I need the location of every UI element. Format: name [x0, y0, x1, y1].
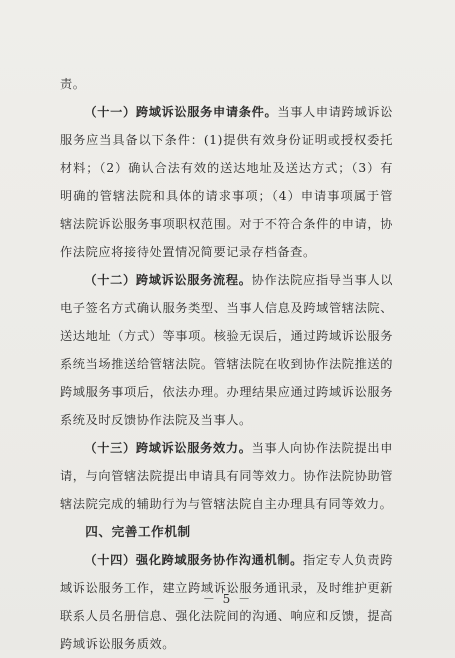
paragraph-14-text: 指定专人负责跨域诉讼服务工作，建立跨域诉讼服务通讯录，及时维护更新联系人员名册信息、强化法院间的沟通、响应和反馈，提高跨域诉讼服务质效。	[60, 553, 394, 651]
paragraph-11-lead: （十一）跨域诉讼服务申请条件。	[84, 105, 278, 119]
document-body	[60, 70, 393, 658]
paragraph-12	[60, 266, 393, 434]
paragraph-12-text: 协作法院应指导当事人以电子签名方式确认服务类型、当事人信息及跨域管辖法院、送达地址（方式）等事项。核验无误后，通过跨域诉讼服务系统当场推送给管辖法院。管辖法院在收到协作法院推送的跨域服务事项后，依法办理。办理结果应通过跨域诉讼服务系统及时反馈协作法院及当事人。	[60, 273, 393, 427]
paragraph-13-lead: （十三）跨域诉讼服务效力。	[84, 441, 252, 455]
page-number: － 5 －	[202, 592, 253, 606]
continuation-text: 责。	[60, 77, 86, 91]
section-heading: 四、完善工作机制	[85, 524, 191, 539]
paragraph-11	[60, 98, 393, 266]
paragraph-13-text: 当事人向协作法院提出申请，与向管辖法院提出申请具有同等效力。协作法院协助管辖法院完成的辅助行为与管辖法院自主办理具有同等效力。	[60, 441, 393, 511]
paragraph-11-text: 当事人申请跨域诉讼服务应当具备以下条件：(1)提供有效身份证明或授权委托材料；（2）确认合法有效的送达地址及送达方式；（3）有明确的管辖法院和具体的请求事项；（4）申请事项属于管辖法院诉讼服务事项职权范围。对于不符合条件的申请，协作法院应将接待处置情况简要记录存档备查。	[60, 105, 394, 259]
paragraph-12-lead: （十二）跨域诉讼服务流程。	[84, 273, 252, 287]
paragraph-14-lead: （十四）强化跨域服务协作沟通机制。	[84, 553, 304, 567]
paragraph-13	[60, 434, 393, 518]
